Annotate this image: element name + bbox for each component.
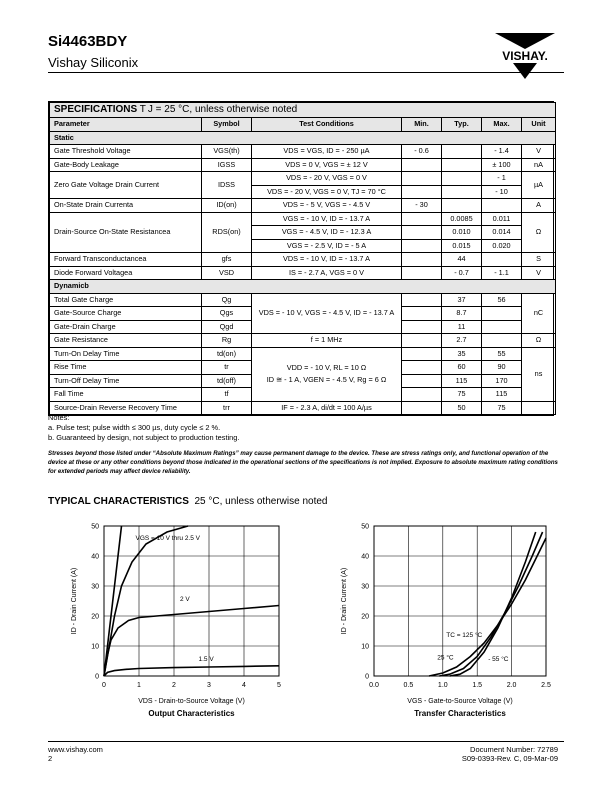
series-annotation: - 55 °C [488, 656, 509, 663]
table-row: Forward Transconductancea gfs VDS = - 10 V, ID = - 13.7 A 44 S [50, 253, 556, 267]
table-row: VGS = - 4.5 V, ID = - 12.3 A 0.010 0.014 [50, 226, 556, 240]
x-axis-label: VDS - Drain-to-Source Voltage (V) [138, 698, 245, 705]
series-annotation: 1.5 V [198, 656, 214, 663]
table-row: Zero Gate Voltage Drain Current IDSS VDS = - 20 V, VGS = 0 V - 1 µA [50, 172, 556, 186]
table-row: VDS = - 20 V, VGS = 0 V, TJ = 70 °C - 10 [50, 185, 556, 199]
y-tick-label: 40 [361, 553, 369, 561]
series-line [439, 532, 542, 676]
x-tick-label: 3 [207, 682, 211, 689]
chart-title: Transfer Characteristics [414, 709, 506, 718]
table-row: Fall Time tf 75 115 [50, 388, 556, 402]
y-tick-label: 20 [91, 613, 99, 621]
table-row: VGS = - 2.5 V, ID = - 5 A 0.015 0.020 [50, 239, 556, 253]
notes-heading: Notes: [48, 413, 70, 422]
spec-header-row: Parameter Symbol Test Conditions Min. Typ. Max. Unit [50, 118, 556, 132]
spec-title: SPECIFICATIONS T J = 25 °C, unless otherwise noted [50, 103, 556, 118]
x-tick-label: 0.0 [369, 682, 379, 689]
table-row: Diode Forward Voltagea VSD IS = - 2.7 A, VGS = 0 V - 0.7 - 1.1 V [50, 266, 556, 280]
y-tick-label: 0 [95, 673, 99, 681]
note-b: b. Guaranteed by design, not subject to production testing. [48, 433, 240, 442]
table-row: Drain-Source On-State Resistancea RDS(on) VGS = - 10 V, ID = - 13.7 A 0.0085 0.011 Ω [50, 212, 556, 226]
x-axis-label: VGS - Gate-to-Source Voltage (V) [407, 698, 513, 705]
x-tick-label: 5 [277, 682, 281, 689]
table-row: Gate-Source Charge Qgs 8.7 [50, 307, 556, 321]
x-tick-label: 2.5 [541, 682, 551, 689]
note-a: a. Pulse test; pulse width ≤ 300 µs, duty cycle ≤ 2 %. [48, 423, 221, 432]
table-row: Gate-Body Leakage IGSS VDS = 0 V, VGS = ± 12 V ± 100 nA [50, 158, 556, 172]
series-annotation: TC = 125 °C [446, 632, 483, 639]
section-dynamic: Dynamicb [50, 280, 556, 294]
chart-title: Output Characteristics [148, 709, 235, 718]
table-row: Source-Drain Reverse Recovery Time trr IF = - 2.3 A, di/dt = 100 A/µs 50 75 [50, 401, 556, 415]
company-name: Vishay Siliconix [48, 55, 139, 70]
footer-revision: S09-0393-Rev. C, 09-Mar-09 [461, 754, 558, 763]
table-row: Gate Threshold Voltage VGS(th) VDS = VGS, ID = - 250 µA - 0.6 - 1.4 V [50, 145, 556, 159]
y-tick-label: 30 [361, 583, 369, 591]
notes [48, 413, 239, 443]
table-row: Rise Time tr 60 90 [50, 361, 556, 375]
stress-disclaimer: Stresses beyond those listed under “Absolute Maximum Ratings” may cause permanent damage to the device. These are stress ratings only, and functional operation of the device at these or any other conditions beyond those indicated in the operational sections of the specifications is not implied. Exposure to absolute maximum rating conditions for extended periods may affect device reliability. [48, 450, 558, 475]
series-annotation: VGS = 10 V thru 2.5 V [135, 535, 200, 543]
table-row: Turn-Off Delay Time td(off) 115 170 [50, 374, 556, 388]
plot-frame [104, 526, 279, 676]
footer-doc-number: Document Number: 72789 [470, 745, 558, 754]
table-row: On-State Drain Currenta ID(on) VDS = - 5 V, VGS = - 4.5 V - 30 A [50, 199, 556, 213]
y-tick-label: 0 [365, 673, 369, 681]
transfer-characteristics-chart [332, 518, 564, 724]
table-row: Total Gate Charge Qg VDS = - 10 V, VGS = - 4.5 V, ID = - 13.7 A 37 56 nC [50, 293, 556, 307]
x-tick-label: 4 [242, 682, 246, 689]
series-annotation: 25 °C [437, 654, 454, 662]
y-tick-label: 20 [361, 613, 369, 621]
section-static: Static [50, 131, 556, 145]
logo-text: VISHAY. [502, 49, 548, 63]
y-axis-label: ID - Drain Current (A) [71, 567, 78, 635]
vishay-logo [493, 33, 557, 79]
series-line [104, 666, 279, 676]
series-line [450, 532, 536, 676]
footer-website: www.vishay.com [48, 745, 103, 754]
y-tick-label: 50 [361, 523, 369, 531]
x-tick-label: 1.5 [472, 682, 483, 689]
y-tick-label: 10 [91, 643, 99, 651]
table-row: Gate Resistance Rg f = 1 MHz 2.7 Ω [50, 334, 556, 348]
x-tick-label: 2.0 [506, 682, 517, 689]
footer-page-number: 2 [48, 754, 53, 763]
x-tick-label: 0 [102, 682, 106, 689]
output-characteristics-chart [60, 518, 300, 724]
footer-rule [48, 741, 564, 742]
y-tick-label: 30 [91, 583, 99, 591]
part-number: Si4463BDY [48, 33, 128, 50]
x-tick-label: 2 [172, 682, 176, 689]
series-line [104, 526, 122, 676]
x-tick-label: 1 [137, 682, 141, 689]
header-rule [48, 72, 564, 73]
y-tick-label: 40 [91, 553, 99, 561]
table-row: Gate-Drain Charge Qgd 11 [50, 320, 556, 334]
specifications-table [48, 101, 554, 416]
y-tick-label: 10 [361, 643, 369, 651]
series-annotation: 2 V [179, 596, 190, 603]
table-row: Turn-On Delay Time td(on) VDD = - 10 V, RL = 10 Ω ID ≅ - 1 A, VGEN = - 4.5 V, Rg = 6 Ω 35 55 ns [50, 347, 556, 361]
y-tick-label: 50 [91, 523, 99, 531]
typical-characteristics-title: TYPICAL CHARACTERISTICS 25 °C, unless otherwise noted [48, 496, 328, 507]
x-tick-label: 1.0 [437, 682, 448, 689]
series-line [104, 526, 188, 676]
x-tick-label: 0.5 [403, 682, 414, 689]
plot-frame [374, 526, 546, 676]
y-axis-label: ID - Drain Current (A) [341, 567, 348, 635]
